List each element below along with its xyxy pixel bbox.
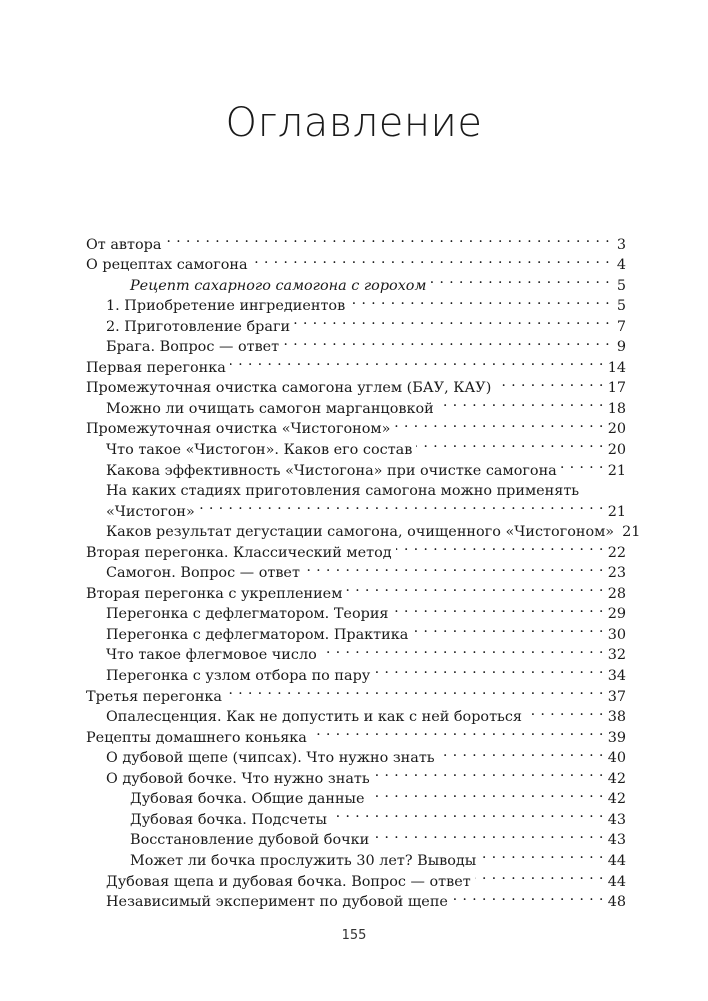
toc-entry-page: 29 <box>607 606 626 623</box>
toc-leader-dots <box>393 598 604 619</box>
toc-entry-label: На каких стадиях приготовления самогона можно применять <box>106 483 580 500</box>
toc-leader-dots <box>321 639 604 660</box>
toc-leader-dots <box>412 618 603 639</box>
toc-entry-page: 17 <box>607 380 626 397</box>
toc-entry-page: 34 <box>607 668 626 685</box>
toc-leader-dots <box>346 577 603 598</box>
toc-entry-page: 30 <box>607 626 626 643</box>
toc-entry-page: 20 <box>607 442 626 459</box>
toc-leader-dots <box>430 269 610 290</box>
toc-leader-dots <box>230 351 604 372</box>
toc-leader-dots <box>439 742 604 763</box>
table-of-contents <box>86 228 641 911</box>
toc-entry-page: 5 <box>616 277 626 294</box>
toc-entry-page: 28 <box>607 585 626 602</box>
toc-leader-dots <box>331 803 604 824</box>
toc-entry-page: 43 <box>607 832 626 849</box>
toc-entry-page: 37 <box>607 688 626 705</box>
toc-leader-dots <box>396 536 604 557</box>
toc-entry-page: 21 <box>607 462 626 479</box>
toc-entry-label: Что такое флегмовое число <box>106 647 317 664</box>
toc-entry-page: 21 <box>622 524 641 541</box>
toc-entry-page: 14 <box>607 359 626 376</box>
toc-entry-page: 23 <box>607 565 626 582</box>
toc-entry-page: 9 <box>616 339 626 356</box>
toc-entry-label: Дубовая бочка. Общие данные <box>130 791 365 808</box>
toc-entry-page: 18 <box>607 400 626 417</box>
toc-leader-dots <box>452 886 604 907</box>
toc-leader-dots <box>561 454 604 475</box>
toc-entry-page: 22 <box>607 544 626 561</box>
toc-leader-dots <box>165 228 610 249</box>
toc-leader-dots <box>199 495 604 516</box>
toc-entry-label: Можно ли очищать самогон марганцовкой <box>106 400 434 417</box>
toc-entry-page: 44 <box>607 852 626 869</box>
toc-leader-dots <box>252 249 610 270</box>
toc-entry-label: Перегонка с дефлегматором. Теория <box>106 606 389 623</box>
toc-leader-dots <box>283 331 610 352</box>
toc-leader-dots <box>294 310 610 331</box>
toc-leader-dots <box>416 433 603 454</box>
toc-entry-label: Первая перегонка <box>86 359 226 376</box>
toc-entry-label: О дубовой щепе (чипсах). Что нужно знать <box>106 750 435 767</box>
toc-entry-label: Перегонка с узлом отбора по пару <box>106 668 371 685</box>
toc-entry-label: Самогон. Вопрос — ответ <box>106 565 300 582</box>
page-title: Оглавление <box>225 100 483 146</box>
toc-entry-page: 20 <box>607 421 626 438</box>
toc-entry-page: 3 <box>616 236 626 253</box>
toc-entry-page: 4 <box>616 257 626 274</box>
toc-entry-label: Независимый эксперимент по дубовой щепе <box>106 894 448 911</box>
toc-entry-label: О рецептах самогона <box>86 257 248 274</box>
toc-entry-label: Вторая перегонка. Классический метод <box>86 544 392 561</box>
toc-entry-label: Промежуточная очистка самогона углем (БАУ, КАУ) <box>86 380 492 397</box>
toc-entry-label: От автора <box>86 236 162 253</box>
toc-entry-page: 32 <box>607 647 626 664</box>
toc-leader-dots <box>526 701 604 722</box>
toc-entry-label: Восстановление дубовой бочки <box>130 832 370 849</box>
toc-entry-label: Рецепт сахарного самогона с горохом <box>130 277 427 294</box>
toc-leader-dots <box>349 290 610 311</box>
toc-entry-label: Вторая перегонка с укреплением <box>86 585 343 602</box>
toc-entry-page: 48 <box>607 894 626 911</box>
toc-entry-label: О дубовой бочке. Что нужно знать <box>106 770 370 787</box>
toc-entry-label: Третья перегонка <box>86 688 222 705</box>
toc-entry-label: Промежуточная очистка «Чистогоном» <box>86 421 391 438</box>
toc-entry-label: Какова эффективность «Чистогона» при очистке самогона <box>106 462 557 479</box>
toc-leader-dots <box>369 783 604 804</box>
toc-leader-dots <box>374 762 604 783</box>
toc-entry-label: Может ли бочка прослужить 30 лет? Выводы <box>130 852 477 869</box>
toc-leader-dots <box>304 557 604 578</box>
toc-entry-label: Что такое «Чистогон». Каков его состав <box>106 442 413 459</box>
toc-entry-page: 43 <box>607 811 626 828</box>
toc-leader-dots <box>475 865 604 886</box>
toc-leader-dots <box>394 413 603 434</box>
page-number: 155 <box>341 928 367 943</box>
toc-entry-label: Дубовая щепа и дубовая бочка. Вопрос — ответ <box>106 873 471 890</box>
toc-entry-label: Каков результат дегустации самогона, очищенного «Чистогоном» <box>106 524 615 541</box>
toc-entry-page: 5 <box>616 298 626 315</box>
toc-entry-label: Дубовая бочка. Подсчеты <box>130 811 327 828</box>
toc-leader-dots <box>226 680 604 701</box>
toc-leader-dots <box>373 824 603 845</box>
toc-entry-page: 42 <box>607 770 626 787</box>
toc-entry-page: 7 <box>616 318 626 335</box>
toc-leader-dots <box>480 844 603 865</box>
toc-entry-label: Перегонка с дефлегматором. Практика <box>106 626 409 643</box>
toc-entry-page: 40 <box>607 750 626 767</box>
toc-leader-dots <box>495 372 603 393</box>
toc-entry-label: 2. Приготовление браги <box>106 318 291 335</box>
toc-entry-label: 1. Приобретение ингредиентов <box>106 298 346 315</box>
toc-leader-dots <box>438 392 604 413</box>
toc-entry-page: 42 <box>607 791 626 808</box>
toc-entry <box>86 228 626 253</box>
toc-entry-page: 38 <box>607 709 626 726</box>
toc-entry-label: Рецепты домашнего коньяка <box>86 729 307 746</box>
toc-entry-page: 39 <box>607 729 626 746</box>
toc-entry-label: Брага. Вопрос — ответ <box>106 339 280 356</box>
toc-leader-dots <box>374 659 603 680</box>
toc-entry-page: 44 <box>607 873 626 890</box>
toc-entry-page: 21 <box>607 503 626 520</box>
toc-leader-dots <box>311 721 604 742</box>
toc-entry <box>86 249 626 274</box>
toc-entry-label: «Чистогон» <box>106 503 195 520</box>
toc-entry-label: Опалесценция. Как не допустить и как с ней бороться <box>106 709 523 726</box>
